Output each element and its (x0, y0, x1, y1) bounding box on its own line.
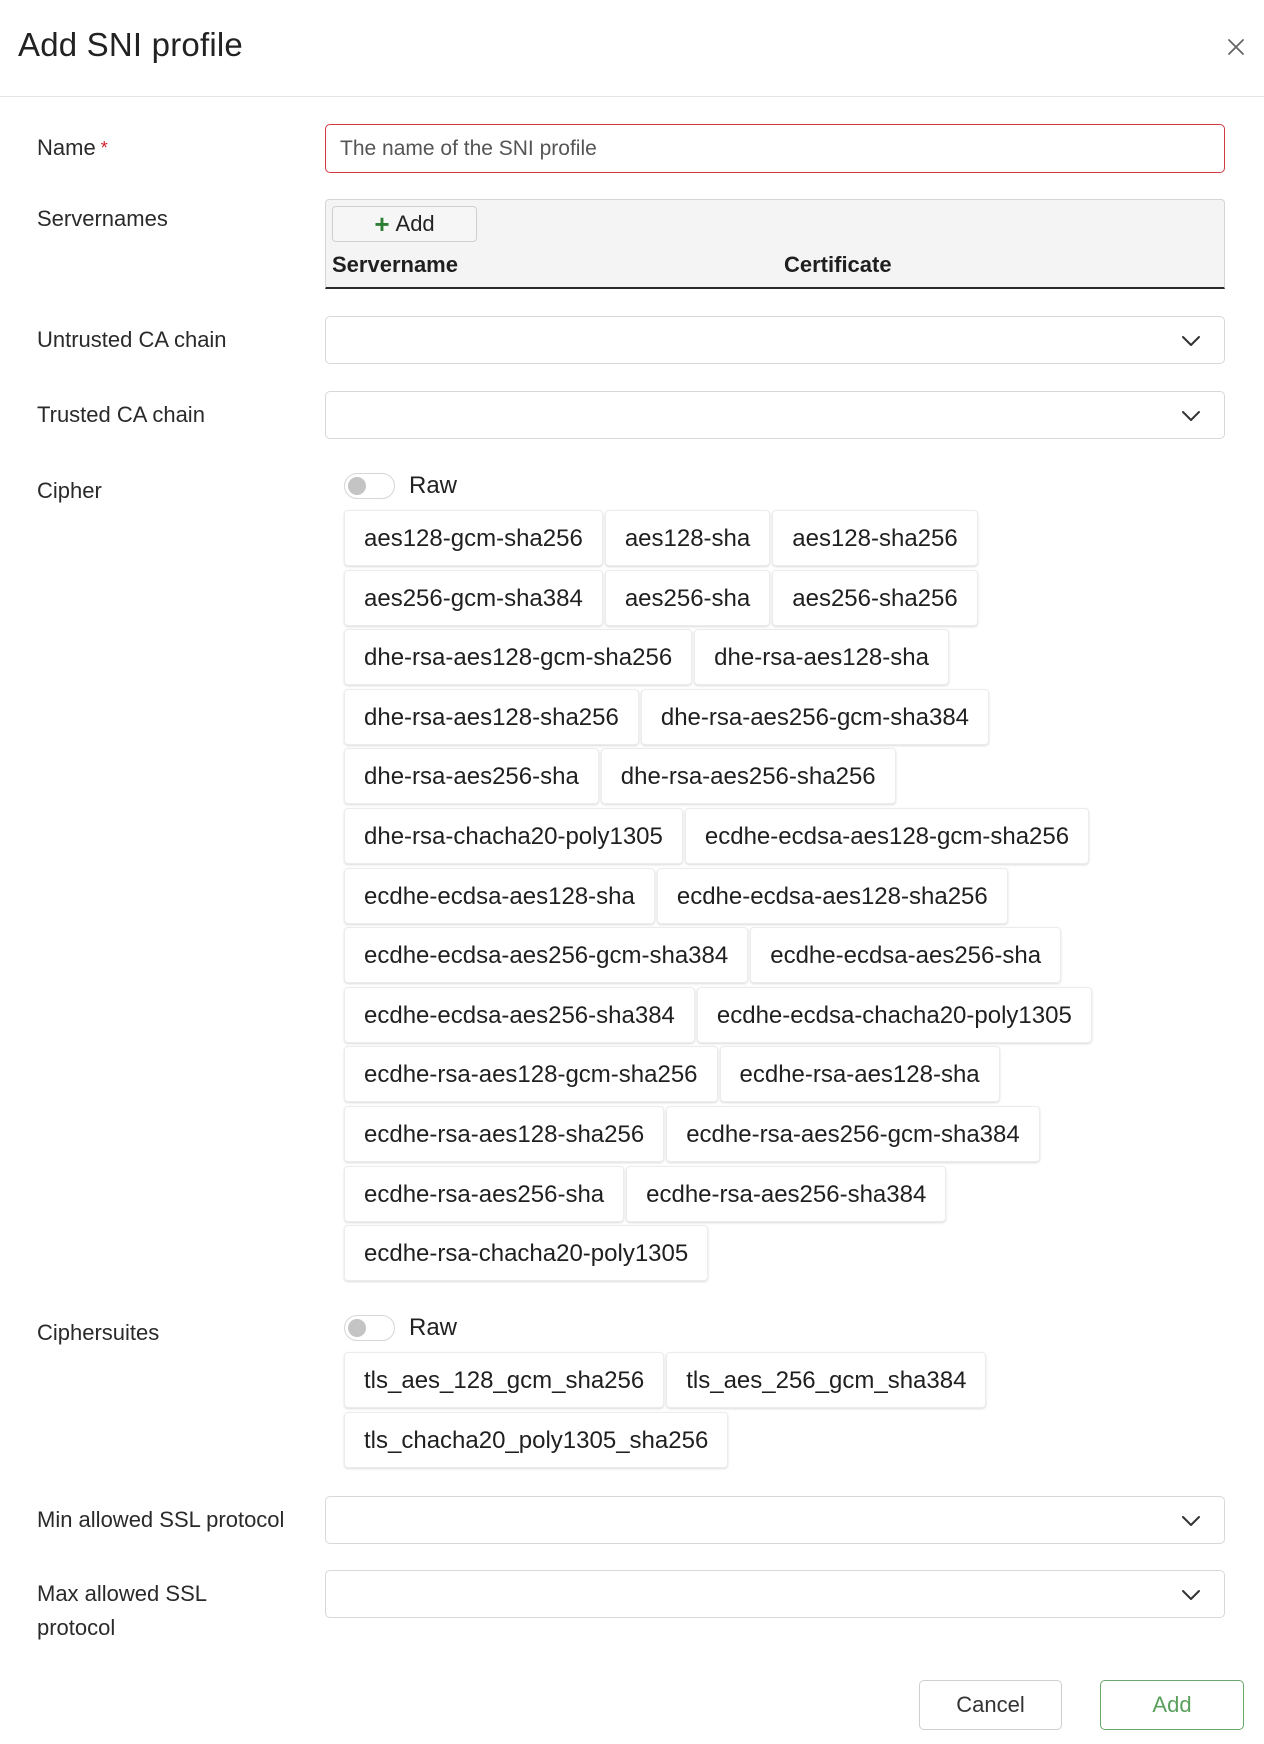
chevron-down-icon (1180, 1511, 1202, 1531)
option-chip[interactable]: ecdhe-rsa-aes256-gcm-sha384 (666, 1106, 1040, 1162)
option-chip[interactable]: dhe-rsa-chacha20-poly1305 (344, 808, 683, 864)
ciphersuites-options (344, 1352, 1144, 1471)
ciphersuites-raw-toggle-row (344, 1314, 457, 1342)
column-header-certificate: Certificate (784, 252, 892, 277)
option-chip[interactable]: tls_chacha20_poly1305_sha256 (344, 1412, 728, 1468)
chip-row (344, 1166, 1144, 1226)
chevron-down-icon (1180, 1585, 1202, 1605)
chip-row (344, 808, 1144, 868)
option-chip[interactable]: aes128-gcm-sha256 (344, 510, 603, 566)
option-chip[interactable]: ecdhe-ecdsa-chacha20-poly1305 (697, 987, 1092, 1043)
option-chip[interactable]: aes256-sha (605, 570, 770, 626)
option-chip[interactable]: tls_aes_128_gcm_sha256 (344, 1352, 664, 1408)
chevron-down-icon (1180, 406, 1202, 426)
option-chip[interactable]: dhe-rsa-aes128-sha256 (344, 689, 639, 745)
chip-row (344, 1046, 1144, 1106)
servernames-table (325, 199, 1225, 289)
untrusted-ca-select[interactable] (325, 316, 1225, 364)
option-chip[interactable]: tls_aes_256_gcm_sha384 (666, 1352, 986, 1408)
option-chip[interactable]: aes256-sha256 (772, 570, 977, 626)
toggle-knob (348, 477, 366, 495)
chevron-down-icon (1180, 331, 1202, 351)
trusted-ca-label: Trusted CA chain (37, 402, 205, 427)
min-ssl-select[interactable] (325, 1496, 1225, 1544)
add-button[interactable]: Add (1100, 1680, 1244, 1730)
option-chip[interactable]: dhe-rsa-aes256-sha (344, 748, 599, 804)
chip-row (344, 510, 1144, 570)
untrusted-ca-label: Untrusted CA chain (37, 327, 227, 352)
chip-row (344, 1225, 1144, 1285)
name-label (37, 131, 108, 165)
chip-row (344, 689, 1144, 749)
chip-row (344, 987, 1144, 1047)
column-header-servername: Servername (332, 252, 458, 277)
add-servername-button[interactable] (332, 206, 477, 242)
option-chip[interactable]: dhe-rsa-aes128-gcm-sha256 (344, 629, 692, 685)
required-asterisk: * (100, 138, 108, 158)
add-servername-label: Add (395, 211, 435, 236)
chip-row (344, 868, 1144, 928)
ciphersuites-label: Ciphersuites (37, 1320, 160, 1345)
dialog-title: Add SNI profile (18, 26, 243, 63)
option-chip[interactable]: ecdhe-ecdsa-aes128-sha256 (657, 868, 1008, 924)
chip-row (344, 1106, 1144, 1166)
min-ssl-label: Min allowed SSL protocol (37, 1507, 285, 1532)
option-chip[interactable]: aes128-sha (605, 510, 770, 566)
option-chip[interactable]: ecdhe-rsa-aes256-sha (344, 1166, 624, 1222)
chip-row (344, 570, 1144, 630)
option-chip[interactable]: ecdhe-rsa-aes256-sha384 (626, 1166, 946, 1222)
cipher-raw-toggle[interactable] (344, 473, 395, 499)
max-ssl-label-line1: Max allowed SSL (37, 1581, 207, 1606)
option-chip[interactable]: ecdhe-rsa-aes128-gcm-sha256 (344, 1046, 718, 1102)
option-chip[interactable]: ecdhe-rsa-chacha20-poly1305 (344, 1225, 708, 1281)
chip-row (344, 1412, 1144, 1472)
cipher-raw-toggle-row (344, 472, 457, 500)
chip-row (344, 1352, 1144, 1412)
close-icon (1222, 33, 1250, 61)
option-chip[interactable]: ecdhe-ecdsa-aes256-sha (750, 927, 1061, 983)
cancel-button[interactable]: Cancel (919, 1680, 1062, 1730)
option-chip[interactable]: aes128-sha256 (772, 510, 977, 566)
chip-row (344, 748, 1144, 808)
option-chip[interactable]: dhe-rsa-aes256-sha256 (601, 748, 896, 804)
option-chip[interactable]: ecdhe-ecdsa-aes128-gcm-sha256 (685, 808, 1089, 864)
name-input[interactable] (325, 124, 1225, 173)
option-chip[interactable]: dhe-rsa-aes256-gcm-sha384 (641, 689, 989, 745)
option-chip[interactable]: ecdhe-ecdsa-aes128-sha (344, 868, 655, 924)
max-ssl-label (37, 1577, 207, 1645)
close-button[interactable] (1222, 33, 1250, 61)
plus-icon: + (374, 209, 390, 239)
option-chip[interactable]: ecdhe-ecdsa-aes256-sha384 (344, 987, 695, 1043)
option-chip[interactable]: ecdhe-ecdsa-aes256-gcm-sha384 (344, 927, 748, 983)
option-chip[interactable]: ecdhe-rsa-aes128-sha256 (344, 1106, 664, 1162)
chip-row (344, 927, 1144, 987)
cipher-label: Cipher (37, 478, 102, 503)
option-chip[interactable]: ecdhe-rsa-aes128-sha (720, 1046, 1000, 1102)
servernames-label: Servernames (37, 206, 168, 231)
cipher-options (344, 510, 1144, 1285)
dialog-header (0, 0, 1264, 97)
max-ssl-select[interactable] (325, 1570, 1225, 1618)
trusted-ca-select[interactable] (325, 391, 1225, 439)
name-label-text: Name (37, 135, 96, 160)
option-chip[interactable]: dhe-rsa-aes128-sha (694, 629, 949, 685)
ciphersuites-raw-label: Raw (409, 1314, 458, 1341)
cipher-raw-label: Raw (409, 472, 458, 499)
toggle-knob (348, 1319, 366, 1337)
max-ssl-label-line2: protocol (37, 1615, 116, 1640)
option-chip[interactable]: aes256-gcm-sha384 (344, 570, 603, 626)
ciphersuites-raw-toggle[interactable] (344, 1315, 395, 1341)
chip-row (344, 629, 1144, 689)
